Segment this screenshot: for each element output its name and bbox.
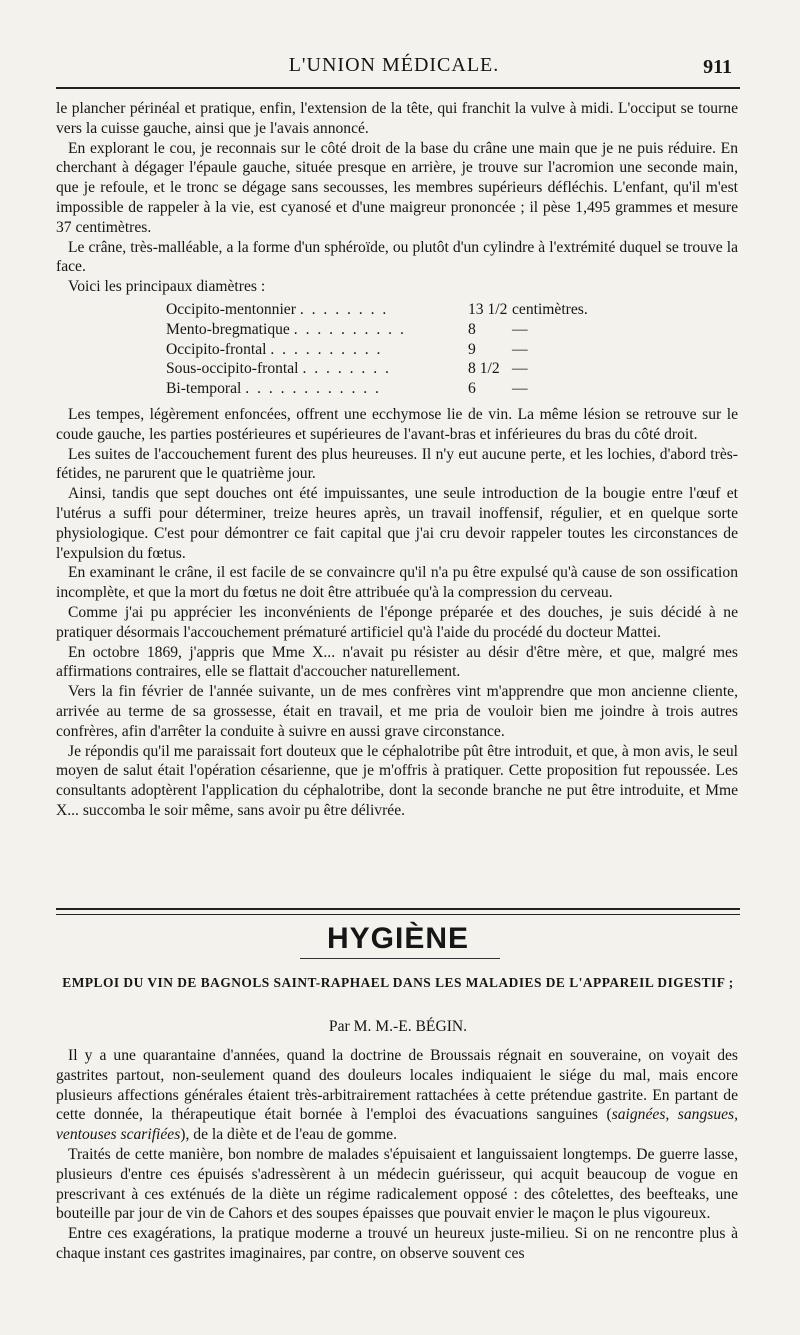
paragraph: En octobre 1869, j'appris que Mme X... n'avait pu résister au désir d'être mère, et que, malgré mes affirmations contraires, elle se flattait d'accoucher naturellement. xyxy=(56,643,738,681)
paragraph: le plancher périnéal et pratique, enfin, l'extension de la tête, qui franchit la vulve à midi. L'occiput se tourne vers la cuisse gauche, ainsi que je l'avais annoncé. xyxy=(56,100,738,137)
case-report-section xyxy=(56,99,738,821)
table-row xyxy=(166,340,652,360)
section-divider xyxy=(56,908,740,915)
diameter-name: Mento-bregmatique xyxy=(166,320,290,338)
diameter-value: 13 1/2 xyxy=(468,300,508,318)
emphasis-text: saignées, sangsues, ventouses scarifiées xyxy=(56,1106,738,1144)
diameter-name: Sous-occipito-frontal xyxy=(166,360,299,378)
paragraph: Traités de cette manière, bon nombre de malades s'épuisaient et languissaient longtemps. De guerre lasse, plusieurs d'entre ces épuisés s'adressèrent à un médecin guérisseur, qui acquit beaucoup de vogue en prescrivant à ces exténués de la diète un régime radicalement opposé : des côtelettes, des beefteaks, une bouteille par jour de vin de Cahors et des soupes épaisses que pouvait envier le maçon le plus vigoureux. xyxy=(56,1145,738,1223)
paragraph: Entre ces exagérations, la pratique moderne a trouvé un heureux juste-milieu. Si on ne rencontre plus à chaque instant ces gastrites imaginaires, par contre, on observe souvent ces xyxy=(56,1225,738,1262)
paragraph: Ainsi, tandis que sept douches ont été impuissantes, une seule introduction de la bougie entre l'œuf et l'utérus a suffi pour déterminer, treize heures après, un travail inoffensif, régulier, et en quelque sorte physiologique. C'est pour démontrer ce fait capital que j'ai cru devoir rappeler toutes les circonstances de l'expulsion du fœtus. xyxy=(56,485,738,562)
diameter-value: 8 1/2 xyxy=(468,360,500,378)
paragraph xyxy=(56,1046,738,1145)
diameter-value: 9 xyxy=(468,340,476,358)
diameter-name: Occipito-frontal xyxy=(166,340,267,358)
leader-dots: . . . . . . . . . . xyxy=(293,320,406,338)
leader-dots: . . . . . . . . xyxy=(302,360,391,378)
diameters-table xyxy=(166,300,652,399)
diameter-name: Occipito-mentonnier xyxy=(166,300,296,318)
diameter-unit: — xyxy=(512,320,528,338)
leader-dots: . . . . . . . . . . xyxy=(270,340,383,358)
heading-underline xyxy=(300,958,500,959)
paragraph: Vers la fin février de l'année suivante, un de mes confrères vint m'apprendre que mon ancienne cliente, arrivée au terme de sa grossesse, était en travail, et me pria de vouloir bien me joindre à trois autres confrères, afin d'arrêter la conduite à suivre en aussi grave circonstance. xyxy=(56,683,738,740)
running-header xyxy=(56,52,732,84)
paragraph-text: Il y a une quarantaine d'années, quand la doctrine de Broussais régnait en souveraine, on voyait des gastrites partout, non-seulement quand des douleurs locales indiquaient le siége du mal, mais encore plusieurs affections générales étaient très-arbitrairement rattachées à cette prétendue gastrite. En partant de cette donnée, la thérapeutique était bornée à l'emploi des évacuations sanguines ( xyxy=(56,1047,738,1124)
paragraph-text: ), de la diète et de l'eau de gomme. xyxy=(180,1126,397,1144)
paragraph: Les suites de l'accouchement furent des plus heureuses. Il n'y eut aucune perte, et les lochies, d'abord très-fétides, ne parurent que le quatrième jour. xyxy=(56,445,738,483)
article-title: EMPLOI DU VIN DE BAGNOLS SAINT-RAPHAEL DANS LES MALADIES DE L'APPAREIL DIGESTIF ; xyxy=(62,975,734,990)
diameter-name: Bi-temporal xyxy=(166,380,242,398)
diameter-unit: centimètres. xyxy=(512,300,588,318)
table-row xyxy=(166,300,652,320)
diameter-value: 8 xyxy=(468,320,476,338)
paragraph: Le crâne, très-malléable, a la forme d'un sphéroïde, ou plutôt d'un cylindre à l'extrémité duquel se trouve la face. xyxy=(56,238,738,276)
table-row xyxy=(166,320,652,340)
diameter-unit: — xyxy=(512,340,528,358)
table-row xyxy=(166,379,652,399)
section-heading: HYGIÈNE xyxy=(326,922,470,955)
header-rule xyxy=(56,87,740,89)
diameter-value: 6 xyxy=(468,380,476,398)
hygiene-article-body xyxy=(56,1046,738,1264)
journal-title: L'UNION MÉDICALE. xyxy=(288,54,500,76)
page-number: 911 xyxy=(703,56,732,78)
leader-dots: . . . . . . . . . . . . xyxy=(245,380,381,398)
paragraph: En explorant le cou, je reconnais sur le côté droit de la base du crâne une main que je ne puis réduire. En cherchant à dégager l'épaule gauche, située presque en arrière, je trouve sur l'acromion une seconde main, que je refoule, et le tronc se dégage sans secousses, les membres supérieurs défléchis. L'enfant, qu'il m'est impossible de rappeler à la vie, est cyanosé et d'une maigreur prononcée ; il pèse 1,495 grammes et mesure 37 centimètres. xyxy=(56,139,738,236)
diameter-unit: — xyxy=(512,360,528,378)
article-author: Par M. M.-E. BÉGIN. xyxy=(328,1018,468,1035)
leader-dots: . . . . . . . . xyxy=(299,300,389,318)
paragraph: Je répondis qu'il me paraissait fort douteux que le céphalotribe pût être introduit, et que, à mon avis, le seul moyen de salut était l'opération césarienne, que je m'offris à pratiquer. Cette proposition fut repoussée. Les consultants adoptèrent l'application du céphalotribe, dont la seconde branche ne put être introduite, et Mme X... succomba le soir même, sans avoir pu être délivrée. xyxy=(56,742,738,819)
paragraph: Les tempes, légèrement enfoncées, offrent une ecchymose lie de vin. La même lésion se retrouve sur le coude gauche, les parties postérieures et supérieures de l'avant-bras et inférieures du bras du côté droit. xyxy=(56,405,738,443)
diameter-unit: — xyxy=(512,380,528,398)
paragraph: Voici les principaux diamètres : xyxy=(68,278,266,296)
table-row xyxy=(166,359,652,379)
paragraph: Comme j'ai pu apprécier les inconvénients de l'éponge préparée et des douches, je suis décidé à ne pratiquer désormais l'accouchement prématuré artificiel qu'à l'aide du procédé du docteur Mattei. xyxy=(56,603,738,641)
paragraph: En examinant le crâne, il est facile de se convaincre qu'il n'a pu être expulsé qu'à cause de son ossification incomplète, et que la mort du fœtus ne doit être attribuée qu'à la compression du cerveau. xyxy=(56,564,738,602)
